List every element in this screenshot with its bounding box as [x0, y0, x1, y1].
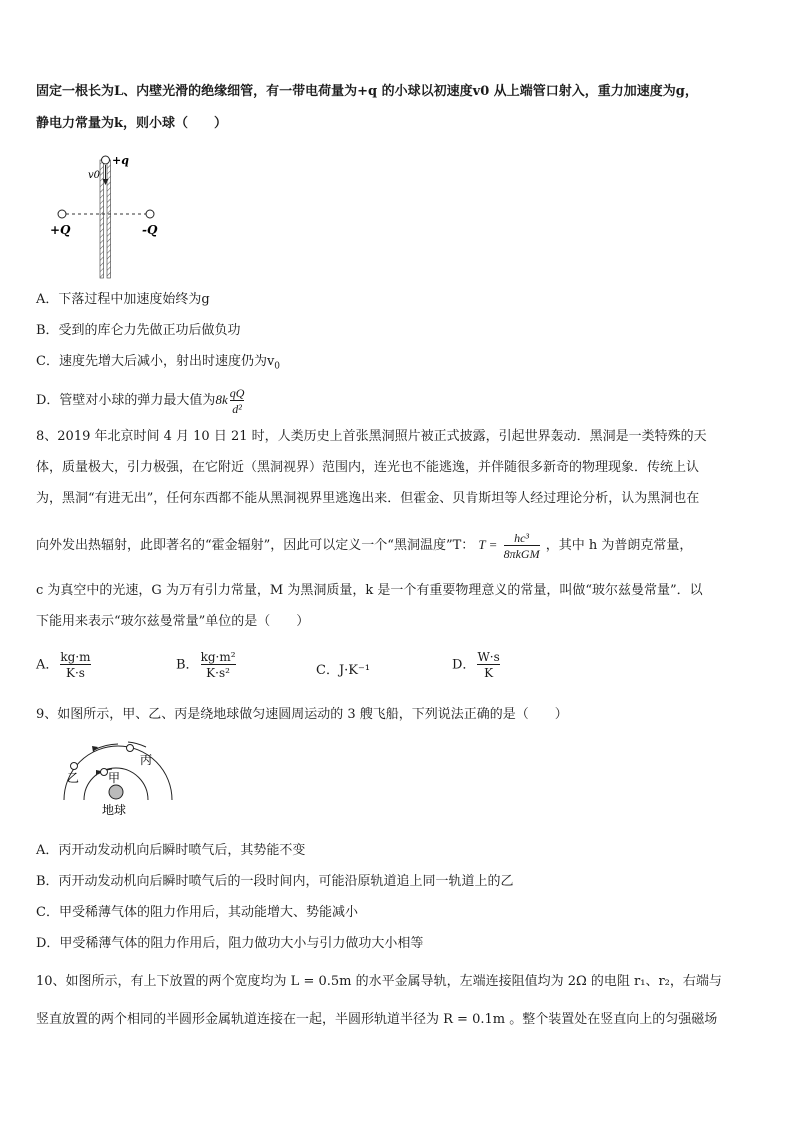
- tube-left-wall: [100, 160, 104, 278]
- ship-jia: [101, 769, 108, 776]
- q9-orbit-figure: [52, 734, 182, 818]
- tube-right-wall: [107, 160, 111, 278]
- ship-yi: [71, 763, 78, 770]
- ship-bing: [127, 745, 134, 752]
- q8-option-b: B． $\frac{\text{kg·m²}}{\text{K·s²}}$: [176, 650, 236, 680]
- label-v0: v0: [88, 170, 101, 181]
- label-jia: 甲: [108, 771, 121, 785]
- q7-option-a: A．下落过程中加速度始终为g: [36, 292, 210, 307]
- label-plus-Q: +Q: [50, 223, 71, 237]
- q7-option-b: B．受到的库仑力先做正功后做负功: [36, 323, 241, 338]
- earth: [109, 785, 123, 799]
- q7-option-d: D．管壁对小球的弹力最大值为8k $\frac{qQ}{\text{d²}}$: [36, 385, 245, 416]
- label-yi: 乙: [67, 771, 80, 785]
- q7-stem-line-1: 固定一根长为L、内壁光滑的绝缘细管，有一带电荷量为+q 的小球以初速度v0 从上端管口射入，重力加速度为g，: [36, 84, 698, 99]
- q8-option-c: C．J·K⁻¹: [316, 663, 371, 678]
- q7-option-c: C．速度先增大后减小，射出时速度仍为$v_0$: [36, 354, 281, 372]
- q7-figure: [44, 152, 174, 284]
- q8-option-d: D． $\frac{W\cdot s}{K}$: [452, 650, 500, 680]
- q9-option-b: B．丙开动发动机向后瞬时喷气后的一段时间内，可能沿原轨道追上同一轨道上的乙: [36, 874, 514, 889]
- hawking-temperature-formula: $\frac{\text{hc³}}{\text{8πkGM}}$: [503, 530, 540, 561]
- q7-stem-line-2: 静电力常量为k，则小球（ ）: [36, 116, 228, 131]
- q10-stem-line-1: 10、如图所示，有上下放置的两个宽度均为 L = 0.5m 的水平金属导轨，左端连接阻值均为 2Ω 的电阻 r₁、r₂，右端与: [36, 974, 722, 989]
- q8-stem-line-1: 8、2019 年北京时间 4 月 10 日 21 时，人类历史上首张黑洞照片被正式披露，引起世界轰动．黑洞是一类特殊的天: [36, 429, 707, 444]
- ball-q: [102, 156, 110, 164]
- label-earth: 地球: [102, 803, 127, 817]
- q8-stem-line-3: 为，黑洞“有进无出”，任何东西都不能从黑洞视界里逃逸出来．但霍金、贝肯斯坦等人经过理论分析，认为黑洞也在: [36, 491, 700, 506]
- q8-stem-line-6: 下能用来表示“玻尔兹曼常量”单位的是（ ）: [36, 614, 310, 629]
- label-bing: 丙: [140, 753, 153, 767]
- q8-stem-line-2: 体，质量极大，引力极强，在它附近（黑洞视界）范围内，连光也不能逃逸，并伴随很多新奇的物理现象．传统上认: [36, 460, 700, 475]
- q9-option-a: A．丙开动发动机向后瞬时喷气后，其势能不变: [36, 843, 306, 858]
- q8-stem-line-4: 向外发出热辐射，此即著名的“霍金辐射”，因此可以定义一个“黑洞温度”T： T = $\frac{\text{hc³}}{\text{8πkGM}}$ ，其中 h 为普朗克常量，: [36, 530, 693, 561]
- q8-option-a: A． $\frac{kg\cdot m}{K\cdot s}$: [36, 650, 91, 680]
- q9-stem: 9、如图所示，甲、乙、丙是绕地球做匀速圆周运动的 3 艘飞船，下列说法正确的是（ ）: [36, 707, 568, 722]
- label-minus-Q: -Q: [142, 223, 158, 237]
- charge-plus-Q: [58, 210, 66, 218]
- q8-stem-line-5: c 为真空中的光速，G 为万有引力常量，M 为黑洞质量，k 是一个有重要物理意义的常量，叫做“玻尔兹曼常量”．以: [36, 583, 703, 598]
- q10-stem-line-2: 竖直放置的两个相同的半圆形金属轨道连接在一起，半圆形轨道半径为 R = 0.1m 。整个装置处在竖直向上的匀强磁场: [36, 1012, 718, 1027]
- label-plus-q: +q: [112, 154, 129, 167]
- charge-minus-Q: [146, 210, 154, 218]
- q9-option-c: C．甲受稀薄气体的阻力作用后，其动能增大、势能减小: [36, 905, 358, 920]
- q9-option-d: D．甲受稀薄气体的阻力作用后，阻力做功大小与引力做功大小相等: [36, 936, 424, 951]
